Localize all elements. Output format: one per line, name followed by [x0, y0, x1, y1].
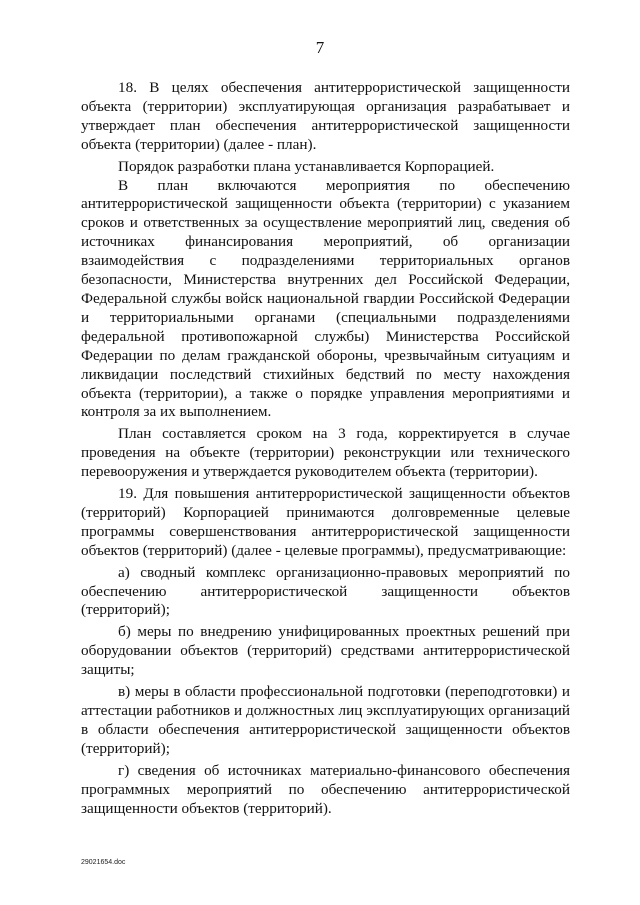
paragraph-19: 19. Для повышения антитеррористической защищенности объектов (территорий) Корпорацией принимаются долговременные целевые программы совершенствования антитеррористической защищенности объектов (территорий) (далее - целевые программы), предусматривающие:: [81, 485, 570, 559]
paragraph-plan-term: План составляется сроком на 3 года, корректируется в случае проведения на объекте (территории) реконструкции или технического перевооружения и утверждается руководителем объекта (территории).: [81, 425, 570, 481]
file-name-footer: 29021654.doc: [81, 859, 126, 866]
page-number: 7: [315, 38, 325, 57]
paragraph-plan-procedure: Порядок разработки плана устанавливается Корпорацией.: [118, 157, 495, 175]
paragraph-plan-contents: В план включаются мероприятия по обеспечению антитеррористической защищенности объекта (территории) с указанием сроков и ответственных за осуществление мероприятий лиц, сведения об источниках финансирования мероприятий, об организации взаимодействия с подразделениями территориальных органов безопасности, Министерства внутренних дел Российской Федерации, Федеральной службы войск национальной гвардии Российской Федерации и территориальными органами (специальными подразделениями федеральной противопожарной службы) Министерства Российской Федерации по делам гражданской обороны, чрезвычайным ситуациям и ликвидации последствий стихийных бедствий по месту нахождения объекта (территории), а также о порядке управления мероприятиями и контроля за их выполнением.: [81, 176, 570, 421]
paragraph-18: 18. В целях обеспечения антитеррористической защищенности объекта (территории) эксплуатирующая организация разрабатывает и утверждает план обеспечения антитеррористической защищенности объекта (территории) (далее - план).: [81, 79, 570, 153]
document-body: [81, 79, 570, 818]
list-item-g: г) сведения об источниках материально-финансового обеспечения программных мероприятий по обеспечению антитеррористической защищенности объектов (территорий).: [81, 761, 570, 817]
list-item-b: б) меры по внедрению унифицированных проектных решений при оборудовании объектов (территорий) средствами антитеррористической защиты;: [81, 623, 570, 679]
list-item-v: в) меры в области профессиональной подготовки (переподготовки) и аттестации работников и должностных лиц эксплуатирующих организаций в области обеспечения антитеррористической защищенности объектов (территорий);: [81, 683, 570, 757]
list-item-a: а) сводный комплекс организационно-правовых мероприятий по обеспечению антитеррористической защищенности объектов (территорий);: [81, 563, 570, 619]
